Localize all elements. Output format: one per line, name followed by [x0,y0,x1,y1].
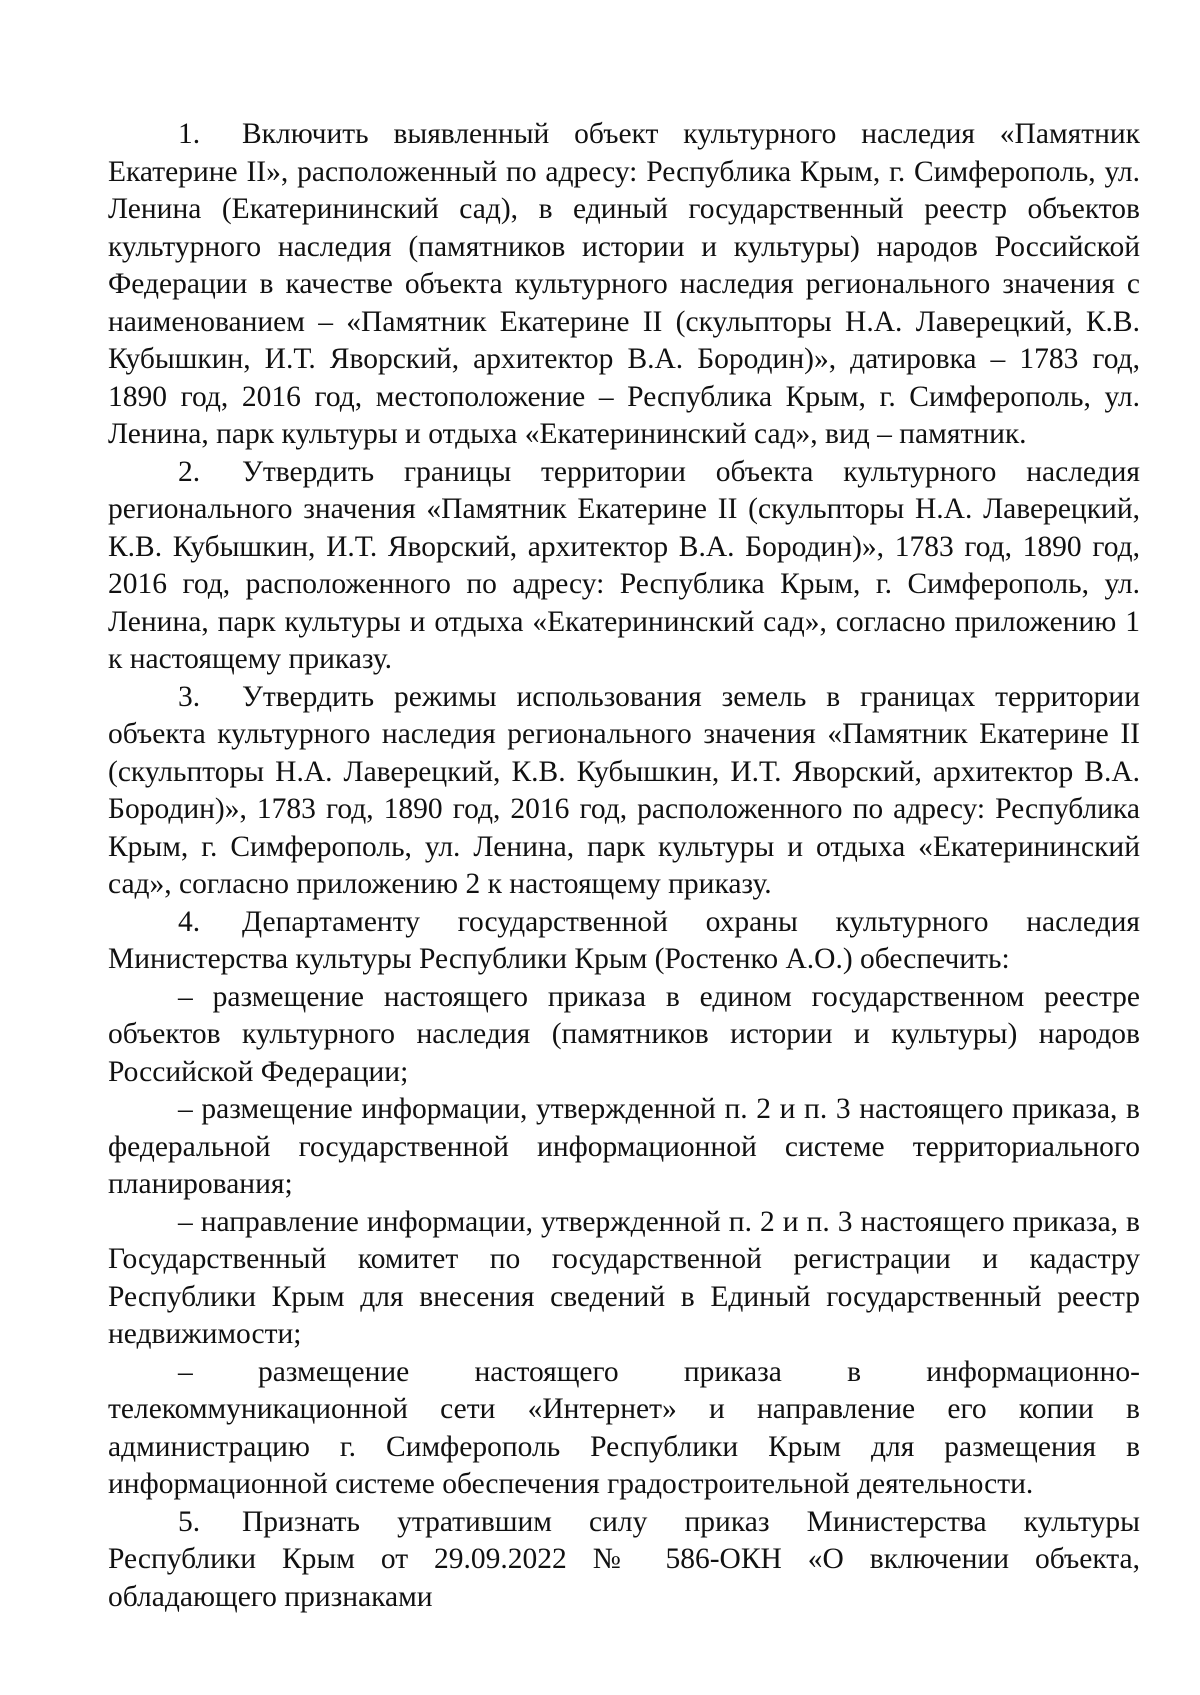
paragraph-4 [108,904,1140,979]
paragraph-2 [108,454,1140,679]
paragraph-text: Департаменту государственной охраны культурного наследия Министерства культуры Республики Крым (Ростенко А.О.) обеспечить: [108,905,1140,975]
dash-item-1: – размещение настоящего приказа в едином государственном реестре объектов культурного наследия (памятников истории и культуры) народов Российской Федерации; [108,980,1140,1088]
paragraph-number: 5. [178,1505,201,1538]
paragraph-number: 3. [178,680,201,713]
paragraph-text: Утвердить режимы использования земель в границах территории объекта культурного наследия регионального значения «Памятник Екатерине II (скульпторы Н.А. Лаверецкий, К.В. Кубышкин, И.Т. Яворский, архитектор В.А. Бородин)», 1783 год, 1890 год, 2016 год, расположенного по адресу: Республика Крым, г. Симферополь, ул. Ленина, парк культуры и отдыха «Екатерининский сад», согласно приложению 2 к настоящему приказу. [108,680,1140,900]
paragraph-number: 2. [178,455,201,488]
paragraph-3 [108,679,1140,904]
paragraph-text: Признать утратившим силу приказ Министерства культуры Республики Крым от 29.09.2022 № 586-ОКН «О включении объекта, обладающего признаками [108,1505,1140,1613]
paragraph-5 [108,1504,1140,1617]
dash-item-4: – размещение настоящего приказа в информационно-телекоммуникационной сети «Интернет» и направление его копии в администрацию г. Симферополь Республики Крым для размещения в информационной системе обеспечения градостроительной деятельности. [108,1355,1140,1500]
document-body [108,116,1140,1616]
paragraph-text: Включить выявленный объект культурного наследия «Памятник Екатерине II», расположенный по адресу: Республика Крым, г. Симферополь, ул. Ленина (Екатерининский сад), в единый государственный реестр объектов культурного наследия (памятников истории и культуры) народов Российской Федерации в качестве объекта культурного наследия регионального значения с наименованием – «Памятник Екатерине II (скульпторы Н.А. Лаверецкий, К.В. Кубышкин, И.Т. Яворский, архитектор В.А. Бородин)», датировка – 1783 год, 1890 год, 2016 год, местоположение – Республика Крым, г. Симферополь, ул. Ленина, парк культуры и отдыха «Екатерининский сад», вид – памятник. [108,118,1140,450]
paragraph-text: Утвердить границы территории объекта культурного наследия регионального значения «Памятник Екатерине II (скульпторы Н.А. Лаверецкий, К.В. Кубышкин, И.Т. Яворский, архитектор В.А. Бородин)», 1783 год, 1890 год, 2016 год, расположенного по адресу: Республика Крым, г. Симферополь, ул. Ленина, парк культуры и отдыха «Екатерининский сад», согласно приложению 1 к настоящему приказу. [108,455,1140,675]
paragraph-1 [108,116,1140,454]
paragraph-number: 1. [178,118,201,150]
paragraph-number: 4. [178,905,201,938]
dash-item-2: – размещение информации, утвержденной п. 2 и п. 3 настоящего приказа, в федеральной государственной информационной системе территориального планирования; [108,1093,1140,1200]
dash-item-3: – направление информации, утвержденной п. 2 и п. 3 настоящего приказа, в Государственный комитет по государственной регистрации и кадастру Республики Крым для внесения сведений в Единый государственный реестр недвижимости; [108,1205,1140,1350]
